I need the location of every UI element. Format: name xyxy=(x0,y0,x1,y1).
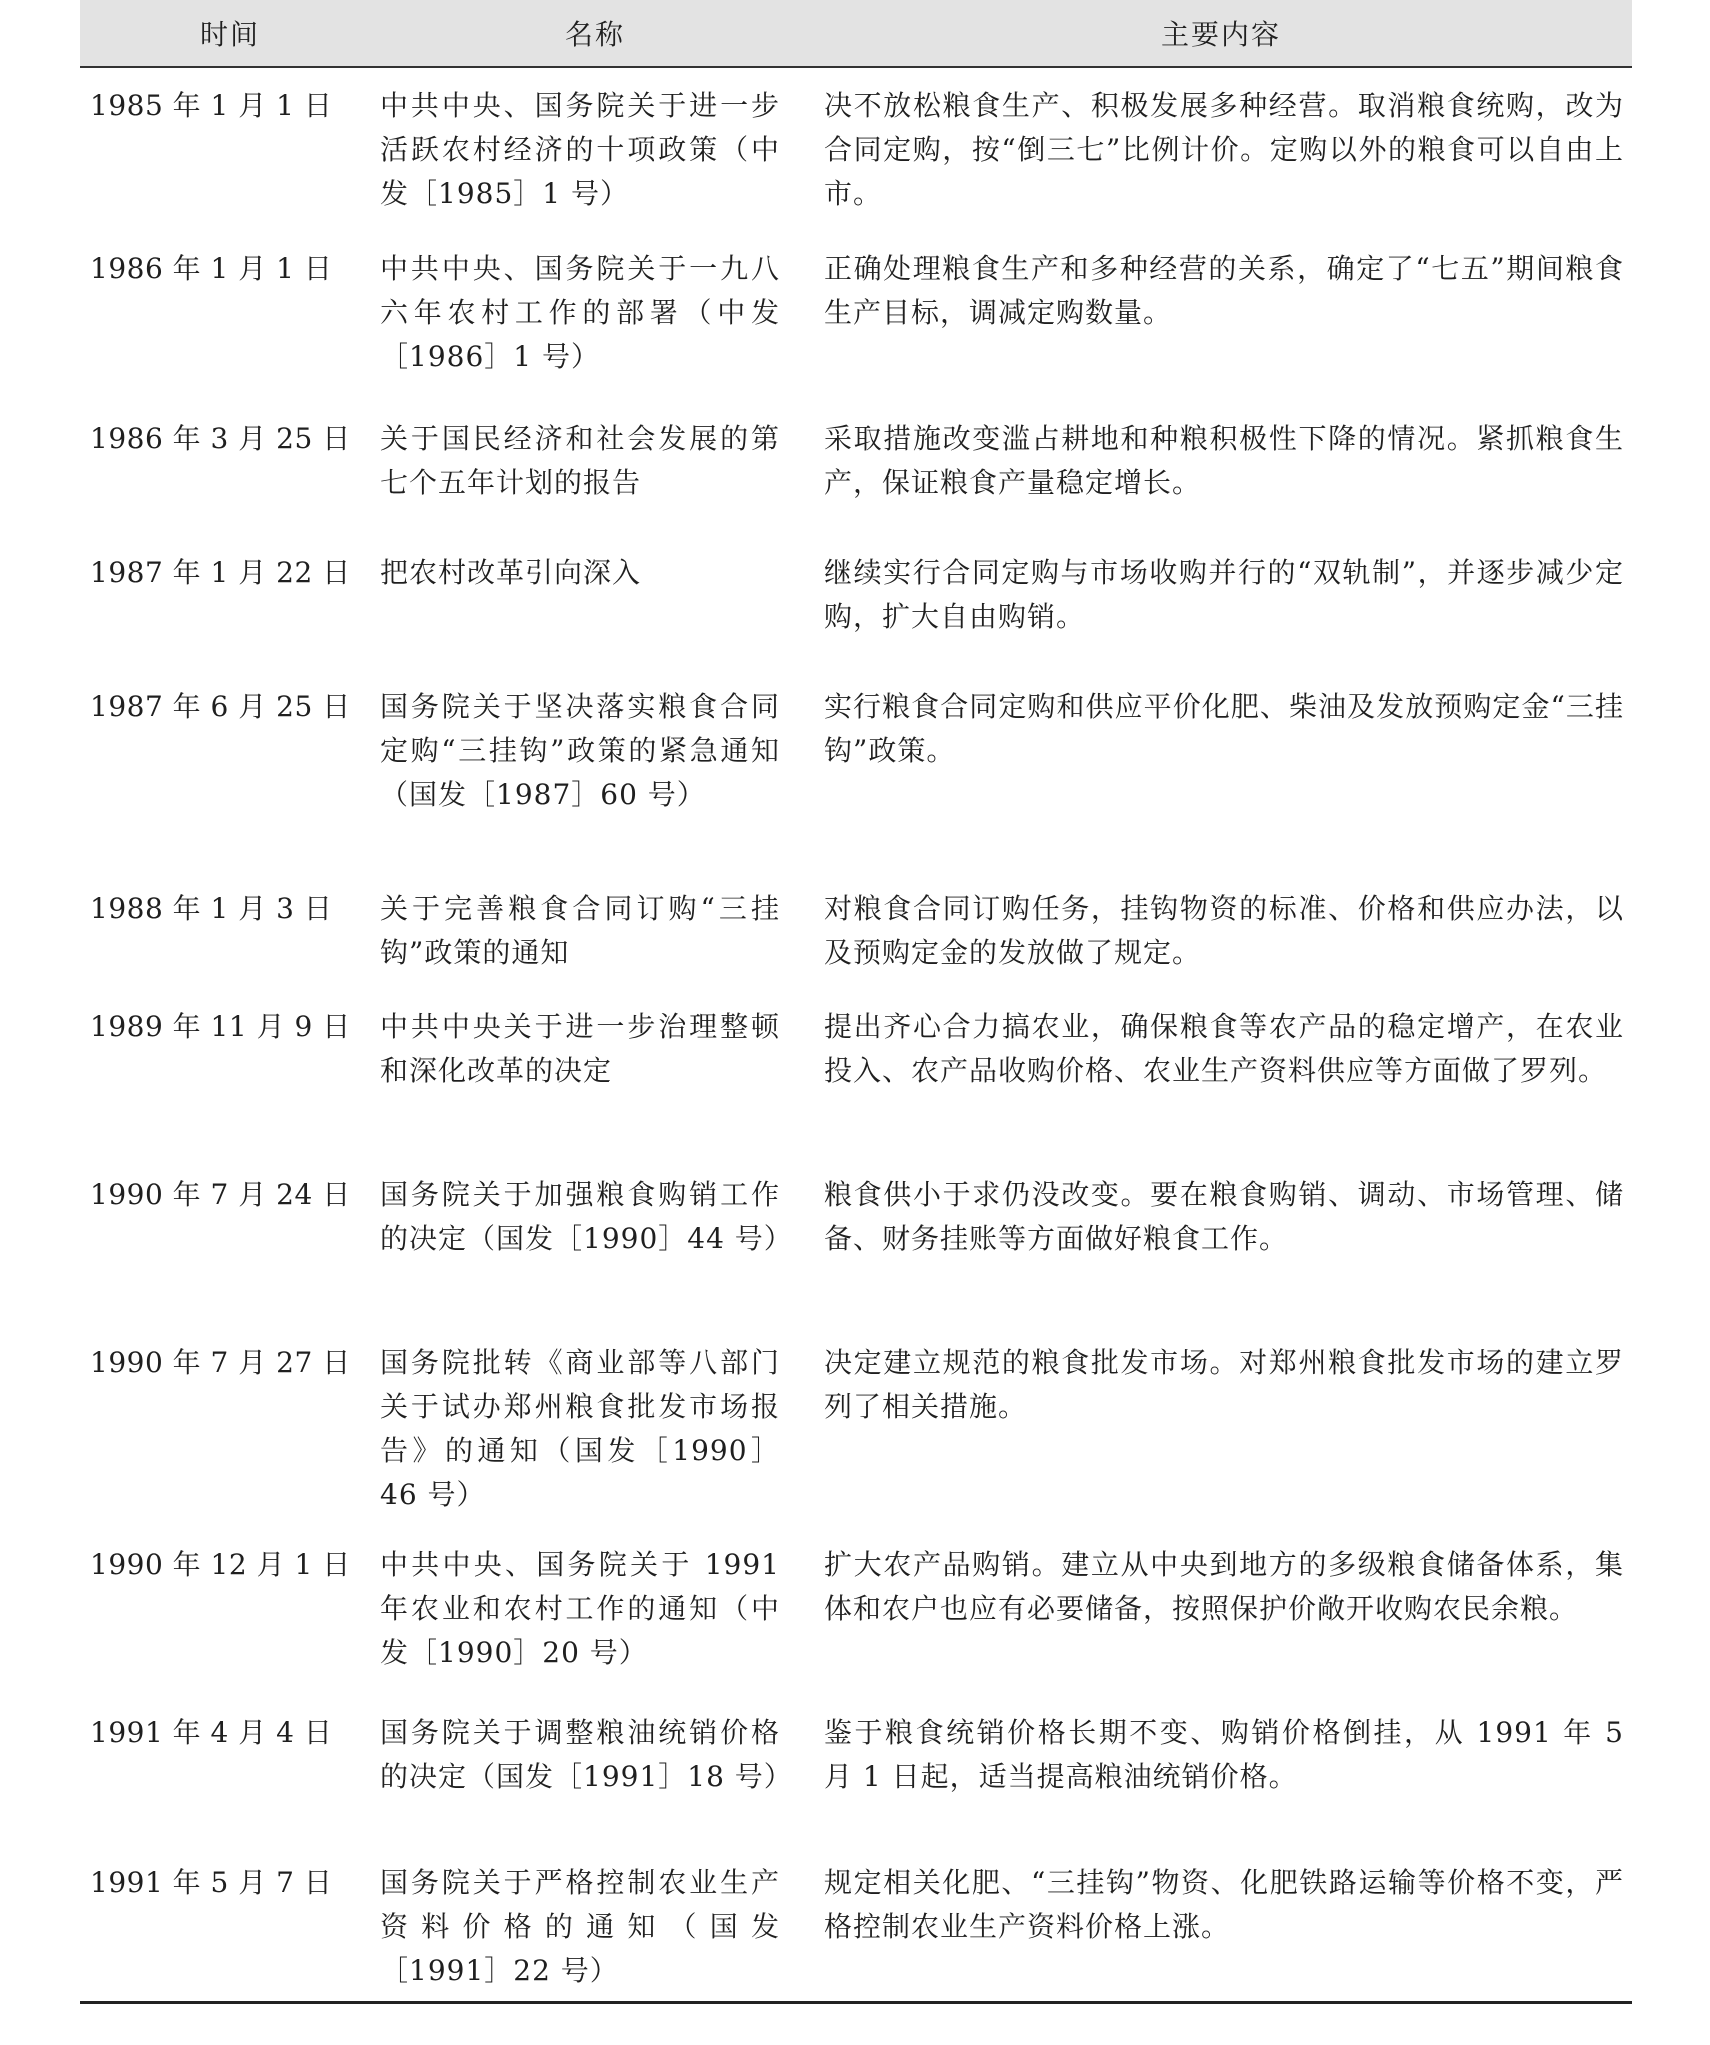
row-content: 正确处理粮食生产和多种经营的关系，确定了“七五”期间粮食生产目标，调减定购数量。 xyxy=(824,252,1624,329)
row-name: 关于国民经济和社会发展的第七个五年计划的报告 xyxy=(380,422,780,499)
table-row xyxy=(80,871,1632,989)
header-name: 名称 xyxy=(380,0,810,67)
row-time: 1988 年 1 月 3 日 xyxy=(90,892,333,925)
header-row xyxy=(80,0,1632,67)
row-name: 关于完善粮食合同订购“三挂钩”政策的通知 xyxy=(380,892,780,969)
row-name: 国务院关于坚决落实粮食合同定购“三挂钩”政策的紧急通知（国发［1987］60 号） xyxy=(380,690,780,811)
row-time: 1986 年 3 月 25 日 xyxy=(90,422,351,455)
row-time: 1986 年 1 月 1 日 xyxy=(90,252,333,285)
row-content: 决定建立规范的粮食批发市场。对郑州粮食批发市场的建立罗列了相关措施。 xyxy=(824,1346,1624,1423)
table-row xyxy=(80,231,1632,401)
row-name: 国务院关于加强粮食购销工作的决定（国发［1990］44 号） xyxy=(380,1178,793,1255)
row-content: 采取措施改变滥占耕地和种粮积极性下降的情况。紧抓粮食生产，保证粮食产量稳定增长。 xyxy=(824,422,1624,499)
row-content: 粮食供小于求仍没改变。要在粮食购销、调动、市场管理、储备、财务挂账等方面做好粮食工作。 xyxy=(824,1178,1624,1255)
row-name: 国务院关于调整粮油统销价格的决定（国发［1991］18 号） xyxy=(380,1716,793,1793)
row-name: 国务院关于严格控制农业生产资料价格的通知（国发［1991］22 号） xyxy=(380,1845,810,2003)
row-time: 1987 年 6 月 25 日 xyxy=(90,690,351,723)
row-time: 1987 年 1 月 22 日 xyxy=(90,556,351,589)
row-name: 中共中央、国务院关于 1991 年农业和农村工作的通知（中发［1990］20 号） xyxy=(380,1548,780,1669)
table-header xyxy=(80,0,1632,67)
row-content: 决不放松粮食生产、积极发展多种经营。取消粮食统购，改为合同定购，按“倒三七”比例计价。定购以外的粮食可以自由上市。 xyxy=(824,89,1624,210)
row-time: 1991 年 5 月 7 日 xyxy=(80,1845,380,2003)
row-time: 1990 年 7 月 24 日 xyxy=(90,1178,351,1211)
header-content: 主要内容 xyxy=(810,0,1632,67)
row-content: 继续实行合同定购与市场收购并行的“双轨制”，并逐步减少定购，扩大自由购销。 xyxy=(824,556,1624,633)
policy-table xyxy=(80,0,1632,2004)
table-row xyxy=(80,401,1632,535)
row-time: 1989 年 11 月 9 日 xyxy=(90,1010,351,1043)
row-time: 1985 年 1 月 1 日 xyxy=(90,89,333,122)
table-row xyxy=(80,989,1632,1157)
table-row xyxy=(80,1695,1632,1845)
row-name: 中共中央关于进一步治理整顿和深化改革的决定 xyxy=(380,1010,780,1087)
table-row xyxy=(80,669,1632,871)
header-time: 时间 xyxy=(80,0,380,67)
row-time: 1990 年 7 月 27 日 xyxy=(90,1346,351,1379)
row-content: 扩大农产品购销。建立从中央到地方的多级粮食储备体系，集体和农户也应有必要储备，按照保护价敞开收购农民余粮。 xyxy=(824,1548,1624,1625)
row-name: 中共中央、国务院关于进一步活跃农村经济的十项政策（中发［1985］1 号） xyxy=(380,89,780,210)
row-content: 实行粮食合同定购和供应平价化肥、柴油及发放预购定金“三挂钩”政策。 xyxy=(824,690,1624,767)
table-row xyxy=(80,67,1632,231)
row-name: 把农村改革引向深入 xyxy=(380,556,642,589)
table-body xyxy=(80,67,1632,2003)
table-row xyxy=(80,1157,1632,1325)
table-row xyxy=(80,1527,1632,1695)
row-time: 1990 年 12 月 1 日 xyxy=(90,1548,351,1581)
row-content: 鉴于粮食统销价格长期不变、购销价格倒挂，从 1991 年 5 月 1 日起，适当提高粮油统销价格。 xyxy=(824,1716,1624,1793)
table-row xyxy=(80,1845,1632,2003)
row-time: 1991 年 4 月 4 日 xyxy=(90,1716,333,1749)
row-content: 规定相关化肥、“三挂钩”物资、化肥铁路运输等价格不变，严格控制农业生产资料价格上涨。 xyxy=(810,1845,1632,2003)
row-content: 提出齐心合力搞农业，确保粮食等农产品的稳定增产，在农业投入、农产品收购价格、农业生产资料供应等方面做了罗列。 xyxy=(824,1010,1624,1087)
row-name: 国务院批转《商业部等八部门关于试办郑州粮食批发市场报告》的通知（国发［1990］46 号） xyxy=(380,1346,780,1511)
row-name: 中共中央、国务院关于一九八六年农村工作的部署（中发［1986］1 号） xyxy=(380,252,780,373)
row-content: 对粮食合同订购任务，挂钩物资的标准、价格和供应办法，以及预购定金的发放做了规定。 xyxy=(824,892,1624,969)
table-row xyxy=(80,1325,1632,1527)
table-row xyxy=(80,535,1632,669)
